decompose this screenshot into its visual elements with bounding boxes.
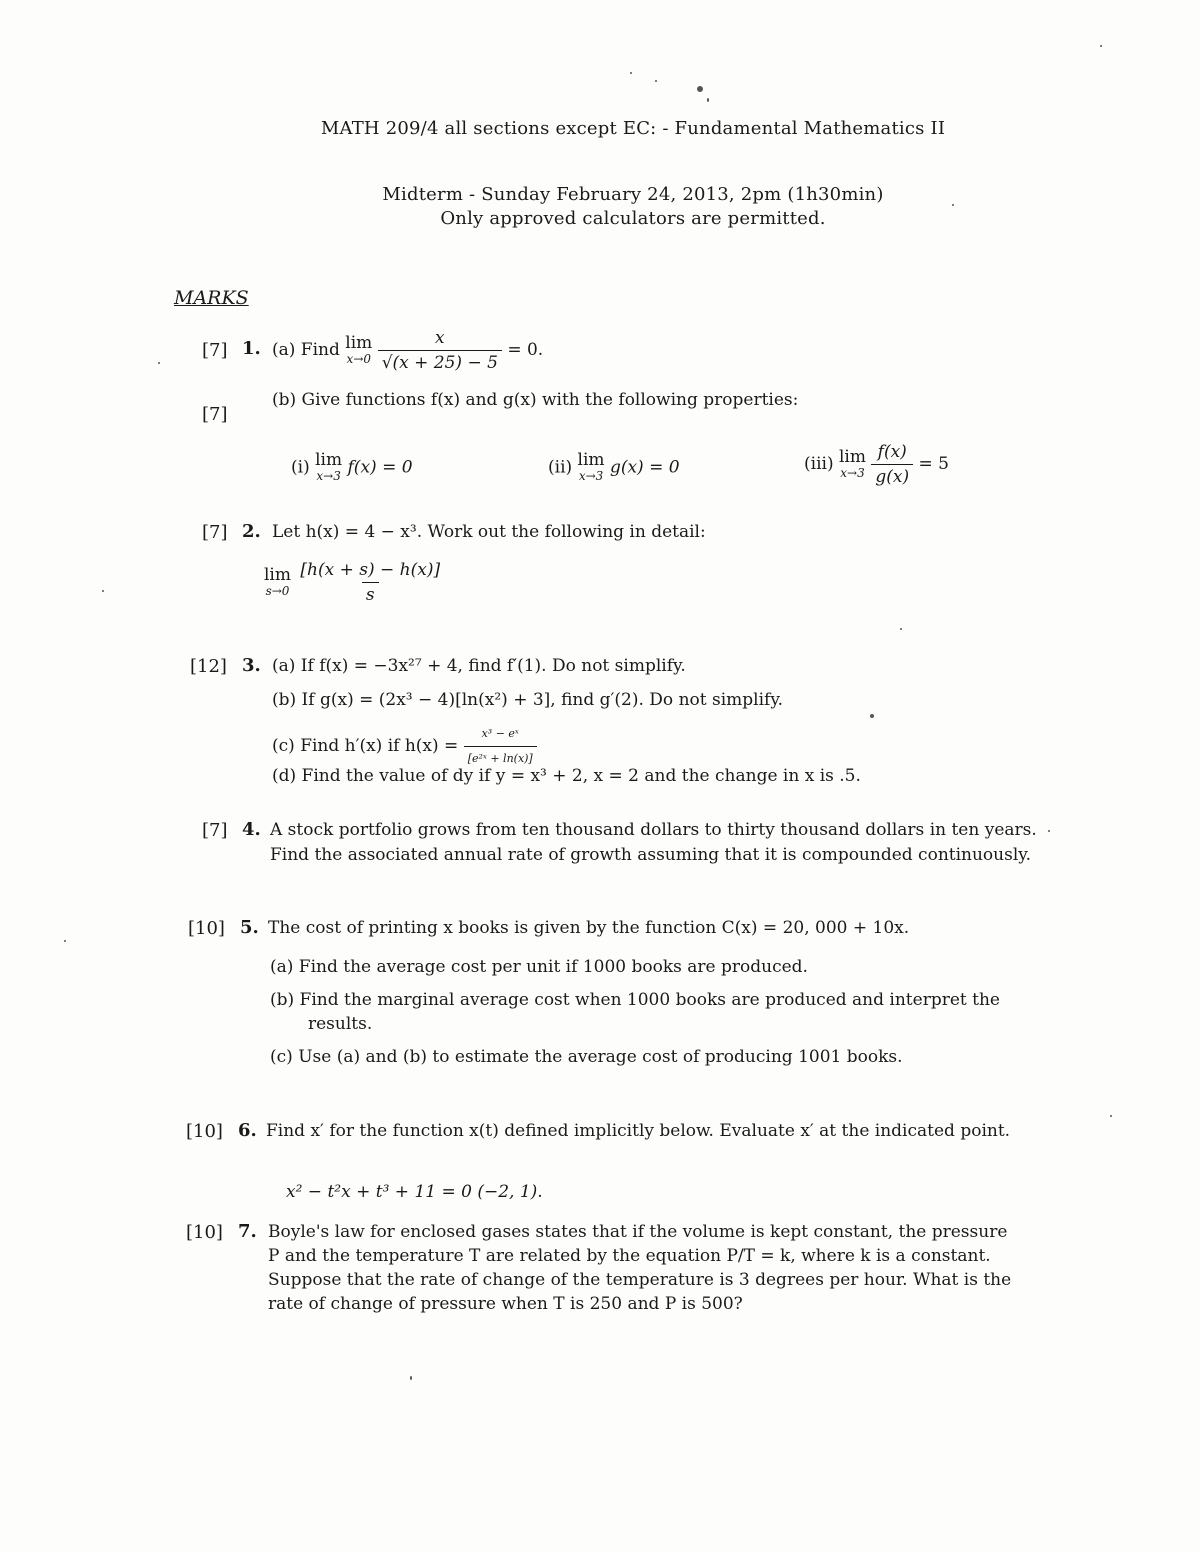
q3a-text: (a) If f(x) = −3x²⁷ + 4, find f′(1). Do not simplify. xyxy=(272,656,686,676)
q5-number: 5. xyxy=(240,917,259,938)
q7-line-1: Boyle's law for enclosed gases states that if the volume is kept constant, the pressure xyxy=(268,1222,1008,1242)
q5a-text: (a) Find the average cost per unit if 1000 books are produced. xyxy=(270,957,808,977)
q3-mark: [12] xyxy=(190,656,227,677)
q2-text: Let h(x) = 4 − x³. Work out the following in detail: xyxy=(272,522,706,542)
q5b-text-1: (b) Find the marginal average cost when 1000 books are produced and interpret the xyxy=(270,990,1000,1010)
q4-line-1: A stock portfolio grows from ten thousand dollars to thirty thousand dollars in ten years. xyxy=(270,820,1037,840)
q7-mark: [10] xyxy=(186,1222,223,1243)
q7-line-2: P and the temperature T are related by the equation P/T = k, where k is a constant. xyxy=(268,1246,991,1266)
q4-line-2: Find the associated annual rate of growth assuming that it is compounded continuously. xyxy=(270,845,1032,865)
q4-mark: [7] xyxy=(202,820,228,841)
q1a-expression xyxy=(272,326,543,375)
q3c-text: (c) Find h′(x) if h(x) = $\frac{\text{x³ − eˣ}}{\text{[e²ˣ + ln(x)]}}$ xyxy=(272,722,537,771)
q4-number: 4. xyxy=(242,819,261,840)
q1a-label: (a) Find xyxy=(272,340,340,360)
q6-equation: x² − t²x + t³ + 11 = 0 (−2, 1). xyxy=(286,1182,543,1202)
q1a-mark: [7] xyxy=(202,340,228,361)
q1b-property-ii: (ii) lim x→3 g(x) = 0 xyxy=(548,450,680,483)
q5-text: The cost of printing x books is given by the function C(x) = 20, 000 + 10x. xyxy=(268,918,910,938)
q1a-rhs: = 0. xyxy=(507,340,544,360)
q6-text: Find x′ for the function x(t) defined implicitly below. Evaluate x′ at the indicated point. xyxy=(266,1121,1011,1141)
q2-number: 2. xyxy=(242,521,261,542)
q7-number: 7. xyxy=(238,1221,257,1242)
q1b-mark: [7] xyxy=(202,404,228,425)
q3b-text: (b) If g(x) = (2x³ − 4)[ln(x²) + 3], find g′(2). Do not simplify. xyxy=(272,690,784,710)
exam-info: Midterm - Sunday February 24, 2013, 2pm (1h30min) xyxy=(382,184,884,205)
q1a-fraction: $\frac{x}{√(x + 25) - 5}$ xyxy=(378,326,502,375)
q6-number: 6. xyxy=(238,1120,257,1141)
q2-mark: [7] xyxy=(202,522,228,543)
q5b-text-2: results. xyxy=(308,1014,373,1034)
calculator-note: Only approved calculators are permitted. xyxy=(440,208,826,229)
q3-number: 3. xyxy=(242,655,261,676)
q3c-fraction: $\frac{\text{x³ − eˣ}}{\text{[e²ˣ + ln(x)]}}$ xyxy=(464,722,537,771)
q3d-text: (d) Find the value of dy if y = x³ + 2, x = 2 and the change in x is .5. xyxy=(272,766,861,786)
q1b-text: (b) Give functions f(x) and g(x) with the following properties: xyxy=(272,390,799,410)
q7-line-3: Suppose that the rate of change of the temperature is 3 degrees per hour. What is the xyxy=(268,1270,1012,1290)
q5-mark: [10] xyxy=(188,918,225,939)
q5c-text: (c) Use (a) and (b) to estimate the average cost of producing 1001 books. xyxy=(270,1047,903,1067)
q7-line-4: rate of change of pressure when T is 250 and P is 500? xyxy=(268,1294,743,1314)
q6-mark: [10] xyxy=(186,1121,223,1142)
course-title: MATH 209/4 all sections except EC: - Fundamental Mathematics II xyxy=(320,118,946,139)
q1a-limit: lim x→0 xyxy=(345,332,373,366)
marks-heading: MARKS xyxy=(174,287,249,309)
q1-number: 1. xyxy=(242,338,261,359)
q2-limit-expression: lim s→0 $\frac{[h(x + s) - h(x)]}{s}$ xyxy=(264,560,441,605)
q1b-property-iii: (iii) lim x→3 $\frac{f(x)}{g(x)}$ = 5 xyxy=(804,442,949,487)
q1b-property-i: (i) lim x→3 f(x) = 0 xyxy=(291,450,413,483)
